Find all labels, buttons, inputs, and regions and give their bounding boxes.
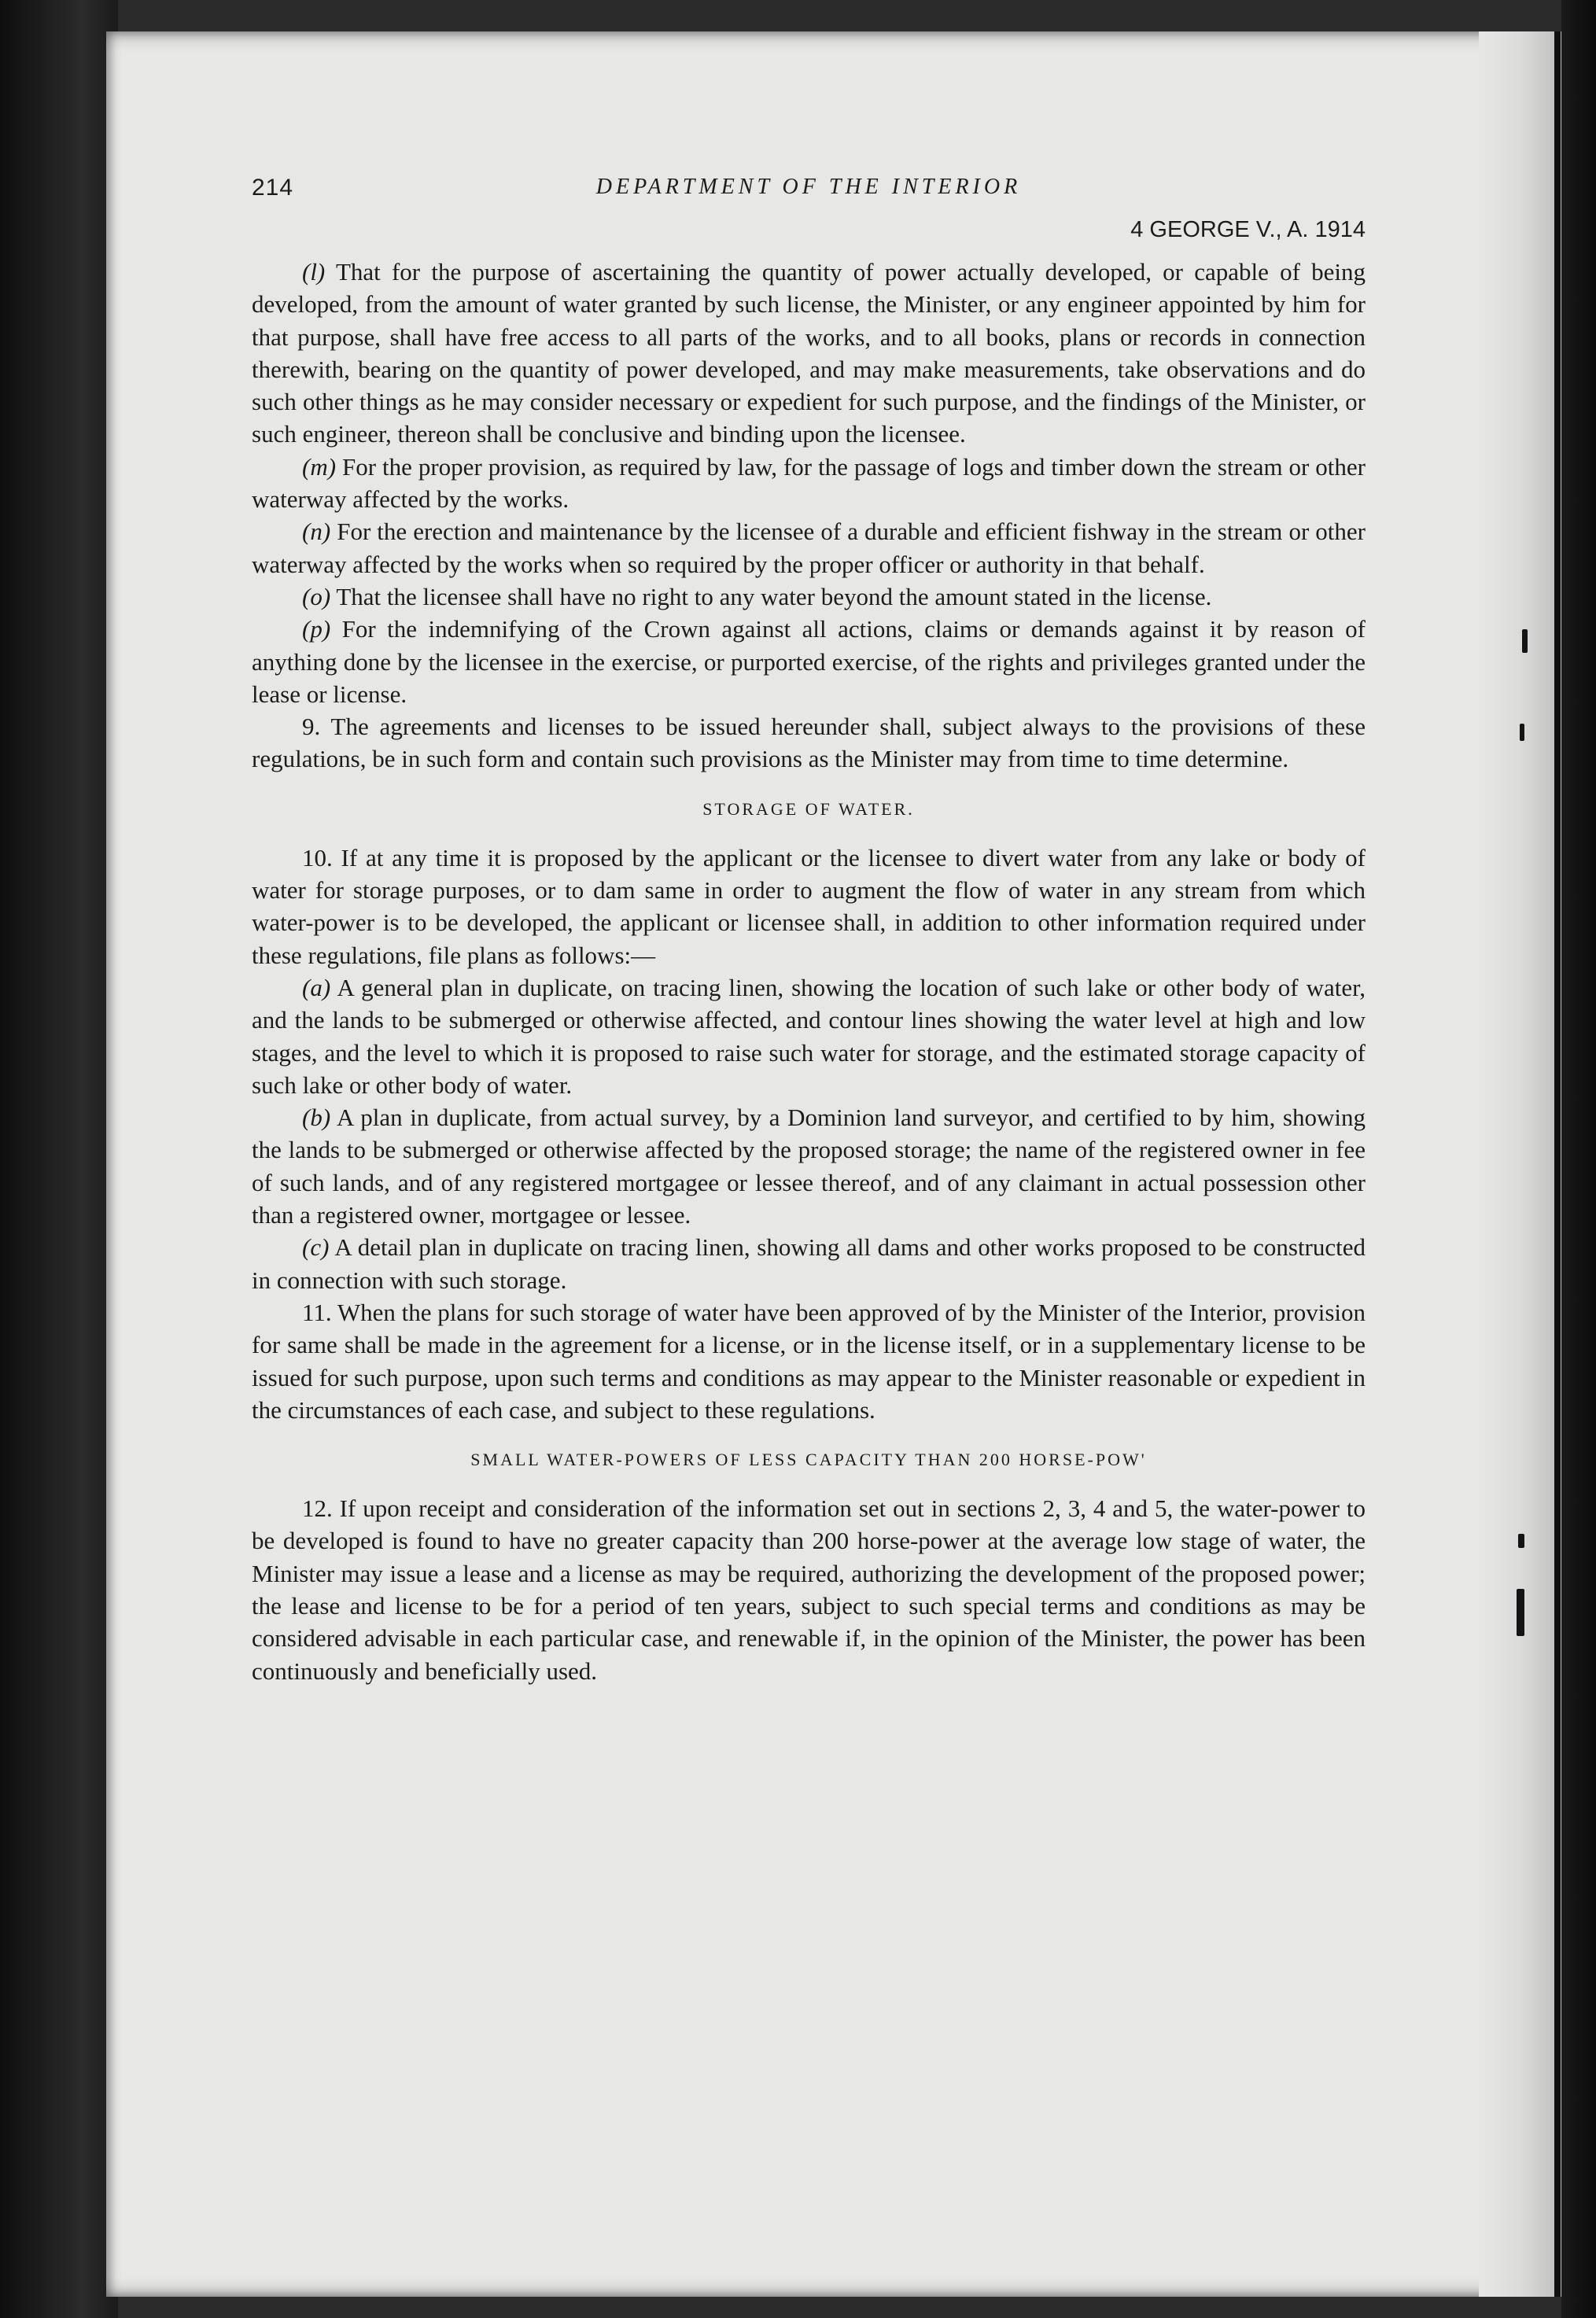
paragraph [252,256,1366,451]
paragraph [252,451,1366,516]
clause-label: (o) [302,582,331,610]
paragraph [252,515,1366,580]
department-title: DEPARTMENT OF THE INTERIOR [595,175,1022,199]
paragraph-text: That for the purpose of ascertaining the quantity of power actually developed, or capable of being developed, from the amount of water granted by such license, the Minister, or any engineer appointed by him for that purpose, shall have free access to all parts of the works, and to all books, plans or records in connection therewith, bearing on the quantity of power developed, and may make measurements, take observations and do such other things as he may consider necessary or expedient for such purpose, and the findings of the Minister, or such engineer, thereon shall be conclusive and binding upon the licensee. [252,258,1366,448]
paragraph-text: For the erection and maintenance by the licensee of a durable and efficient fishway in the stream or other waterway affected by the works when so required by the proper officer or authority in that behalf. [252,518,1366,578]
paragraph [252,1492,1366,1687]
clause-label: (p) [302,615,331,643]
clause-label: (l) [302,258,326,286]
paragraph-group-licence-terms [252,256,1366,776]
paragraph-text: For the indemnifying of the Crown against all actions, claims or demands against it by reason of anything done by the licensee in the exercise, or purported exercise, of the rights and privileges granted under the lease or license. [252,615,1366,708]
paragraph [252,1296,1366,1426]
paragraph-text: 10. If at any time it is proposed by the applicant or the licensee to divert water from any lake or body of water for storage purposes, or to dam same in order to augment the flow of water in any stream from which water-power is to be developed, the applicant or licensee shall, in addition to other information required under these regulations, file plans as follows:— [252,843,1366,969]
gutter-mark [1518,1534,1524,1548]
paragraph [252,1101,1366,1231]
paragraph-text: 11. When the plans for such storage of water have been approved of by the Minister of the Interior, provision for same shall be made in the agreement for a license, or in the license itself, or in a supplementary license to be issued for such purpose, upon such terms and conditions as may appear to the Minister reasonable or expedient in the circumstances of each case, and subject to these regulations. [252,1298,1366,1424]
gutter-mark [1517,1589,1524,1636]
section-heading-storage: STORAGE OF WATER. [702,798,915,819]
paragraph-text: A detail plan in duplicate on tracing linen, showing all dams and other works proposed to be constructed in connection with such storage. [252,1233,1366,1294]
paragraph [252,1231,1366,1296]
paragraph-group-small-powers [252,1492,1366,1687]
paragraph-text: A plan in duplicate, from actual survey, by a Dominion land surveyor, and certified to by him, showing the lands to be submerged or otherwise affected by the proposed storage; the name of the registered owner in fee of such lands, and of any registered mortgagee or lessee thereof, and of any claimant in actual possession other than a registered owner, mortgagee or lessee. [252,1104,1366,1229]
paragraph-text: For the proper provision, as required by law, for the passage of logs and timber down the stream or other waterway affected by the works. [252,452,1366,514]
running-head [252,175,1366,212]
session-reference: 4 GEORGE V., A. 1914 [1130,217,1366,242]
section-heading-small-powers: SMALL WATER-POWERS OF LESS CAPACITY THAN 200 HORSE-POW' [470,1450,1147,1470]
clause-label: (a) [302,973,331,1001]
clause-label: (m) [302,452,337,481]
clause-label: (n) [302,518,331,546]
paragraph [252,613,1366,710]
scan-left-edge [0,0,118,2318]
scan-right-edge [1561,0,1596,2318]
paragraph [252,971,1366,1101]
page-content [252,175,1366,1687]
paragraph [252,710,1366,776]
page-number: 214 [252,175,294,201]
gutter-mark [1520,724,1524,741]
paragraph-text: 12. If upon receipt and consideration of the information set out in sections 2, 3, 4 and 5, the water-power to be developed is found to have no greater capacity than 200 horse-power at the average low stage of water, the Minister may issue a lease and a license as may be required, authorizing the development of the proposed power; the lease and license to be for a period of ten years, subject to such special terms and conditions as may be considered advisable in each particular case, and renewable if, in the opinion of the Minister, the power has been continuously and beneficially used. [252,1494,1366,1685]
paragraph [252,580,1366,613]
gutter-mark [1522,629,1528,653]
paragraph-group-storage [252,842,1366,1426]
clause-label: (c) [302,1233,330,1262]
paragraph-text: That the licensee shall have no right to any water beyond the amount stated in the license. [336,582,1212,610]
paragraph-text: A general plan in duplicate, on tracing linen, showing the location of such lake or other body of water, and the lands to be submerged or otherwise affected, and contour lines showing the water level at high and low stages, and the level to which it is proposed to raise such water for storage, and the estimated storage capacity of such lake or other body of water. [252,973,1366,1099]
paragraph [252,842,1366,971]
page-gutter-shadow [1479,31,1565,2297]
paragraph-text: 9. The agreements and licenses to be issued hereunder shall, subject always to the provisions of these regulations, be in such form and contain such provisions as the Minister may from time to time determine. [252,713,1366,773]
book-spine [1554,31,1561,2297]
clause-label: (b) [302,1104,331,1132]
